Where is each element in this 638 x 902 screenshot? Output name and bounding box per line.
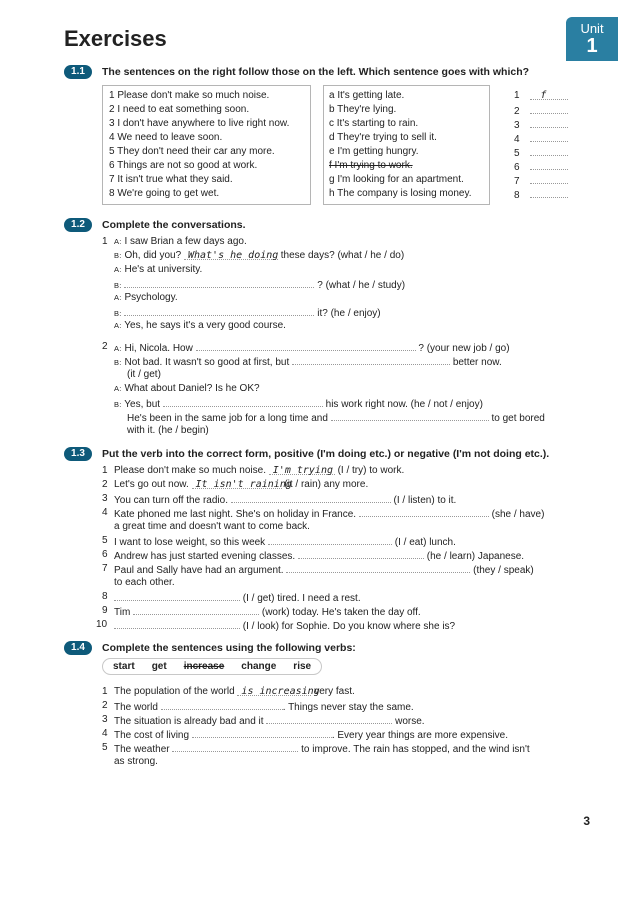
dialogue-line: I saw Brian a few days ago. [124, 236, 247, 247]
dialogue-line: to get bored [491, 413, 545, 424]
left-sentence: 7 It isn't true what they said. [109, 174, 233, 185]
left-sentence: 3 I don't have anywhere to live right now. [109, 118, 290, 129]
sentence-text: Please don't make so much noise. [114, 465, 266, 476]
left-sentence: 8 We're going to get wet. [109, 188, 220, 199]
exercise-instruction-1-3 [102, 448, 549, 460]
answer-blank[interactable] [133, 605, 259, 615]
answer-number: 8 [514, 190, 520, 201]
dialogue-line: his work right now. (he / not / enjoy) [325, 399, 483, 410]
answer-number: 5 [514, 148, 520, 159]
dialogue-line: with it. (he / begin) [127, 425, 209, 436]
sentence-text: (she / have) [491, 509, 545, 520]
answer-blank[interactable] [530, 146, 568, 156]
answer-blank[interactable] [163, 397, 323, 407]
speaker-label: A: [114, 321, 122, 330]
speaker-label: A: [114, 265, 122, 274]
answer-blank[interactable] [172, 742, 298, 752]
answer-blank[interactable] [192, 479, 292, 490]
answer-blank[interactable] [530, 132, 568, 142]
item-number: 1 [102, 686, 108, 697]
answer-blank[interactable] [192, 728, 332, 738]
answer-blank[interactable] [530, 118, 568, 128]
answer-value: It isn't raining [195, 479, 292, 490]
answer-number: 7 [514, 176, 520, 187]
exercise-instruction-1-4: Complete the sentences using the following verbs: [102, 642, 356, 654]
unit-label: Unit [580, 21, 604, 36]
answer-blank[interactable] [268, 535, 392, 545]
exercise-badge-1-2: 1.2 [64, 218, 92, 232]
verb-option: get [151, 661, 167, 672]
sentence-text: . Every year things are more expensive. [331, 730, 509, 741]
dialogue-line: ? (your new job / go) [418, 343, 510, 354]
sentence-text: Kate phoned me last night. She's on holiday in France. [114, 509, 357, 520]
item-number: 7 [102, 563, 108, 574]
answer-blank[interactable] [184, 250, 278, 260]
right-sentence: b They're lying. [329, 104, 397, 115]
item-number: 1 [102, 465, 108, 476]
item-number: 6 [102, 549, 108, 560]
sentence-text: (they / speak) [473, 565, 534, 576]
sentence-text: (I / try) to work. [337, 465, 405, 476]
unit-tab [566, 17, 618, 61]
left-sentence: 2 I need to eat something soon. [109, 104, 250, 115]
dialogue-line: it? (he / enjoy) [317, 308, 381, 319]
right-sentences-list [329, 90, 471, 202]
sentence-text: The weather [114, 744, 170, 755]
item-number: 8 [102, 591, 108, 602]
dialogue-line: ? (what / he / study) [317, 280, 406, 291]
sentence-text: (work) today. He's taken the day off. [261, 607, 421, 618]
item-number: 3 [102, 493, 108, 504]
dialogue-line: Oh, did you? [124, 250, 182, 261]
answer-blank[interactable] [269, 465, 335, 475]
sentence-text: a great time and doesn't want to come back. [114, 521, 310, 532]
dialogue-line: Hi, Nicola. How [124, 343, 193, 354]
answer-blank[interactable] [114, 619, 240, 629]
answer-blank[interactable] [530, 160, 568, 170]
speaker-label: A: [114, 344, 122, 353]
answer-blank[interactable] [530, 90, 568, 100]
answer-blank[interactable] [196, 341, 416, 351]
answer-value: is increasing [241, 686, 320, 697]
speaker-label: B: [114, 358, 122, 367]
speaker-label: B: [114, 309, 122, 318]
item-number: 2 [102, 341, 108, 352]
sentence-text: I want to lose weight, so this week [114, 537, 266, 548]
item-number: 2 [102, 700, 108, 711]
speaker-label: B: [114, 400, 122, 409]
answer-number: 6 [514, 162, 520, 173]
sentence-text: The situation is already bad and it [114, 716, 264, 727]
sentence-text: You can turn off the radio. [114, 495, 228, 506]
sentence-text: (it / rain) any more. [284, 479, 369, 490]
sentence-text: (I / eat) lunch. [394, 537, 456, 548]
dialogue-line: Not bad. It wasn't so good at first, but [124, 357, 290, 368]
answer-number: 1 [514, 90, 520, 101]
right-sentence: a It's getting late. [329, 90, 405, 101]
sentence-text: (he / learn) Japanese. [426, 551, 525, 562]
sentence-text: The population of the world [114, 686, 235, 697]
item-number: 2 [102, 479, 108, 490]
instruction-text: etc.) or negative [366, 448, 453, 460]
item-number: 10 [96, 619, 108, 630]
answer-blank[interactable] [124, 278, 314, 288]
instruction-text: Put the verb into the correct form, positive [102, 448, 317, 460]
item-number: 5 [102, 535, 108, 546]
answer-column [514, 90, 568, 202]
left-sentence: 5 They don't need their car any more. [109, 146, 275, 157]
answer-blank[interactable] [298, 549, 424, 559]
sentence-text: (I / listen) to it. [393, 495, 457, 506]
answer-blank[interactable] [286, 563, 470, 573]
instruction-emphasis: (I'm doing [316, 448, 367, 460]
sentence-text: to each other. [114, 577, 175, 588]
dialogue-line: (it / get) [127, 369, 161, 380]
left-sentence: 6 Things are not so good at work. [109, 160, 258, 171]
speaker-label: A: [114, 293, 122, 302]
sentence-text: worse. [395, 716, 425, 727]
right-sentence: e I'm getting hungry. [329, 146, 419, 157]
answer-blank[interactable] [237, 686, 320, 697]
speaker-label: A: [114, 237, 122, 246]
speaker-label: B: [114, 281, 122, 290]
answer-blank[interactable] [124, 306, 314, 316]
right-sentence: d They're trying to sell it. [329, 132, 437, 143]
left-sentence: 1 Please don't make so much noise. [109, 90, 270, 101]
sentence-text: Paul and Sally have had an argument. [114, 565, 284, 576]
answer-value: f [540, 90, 547, 101]
right-sentence: g I'm looking for an apartment. [329, 174, 464, 185]
dialogue-line: Yes, but [124, 399, 161, 410]
answer-value: I'm trying [272, 465, 333, 476]
sentence-text: to improve. The rain has stopped, and the wind isn't [301, 744, 530, 755]
exercise-badge-1-4: 1.4 [64, 641, 92, 655]
answer-blank[interactable] [530, 174, 568, 184]
dialogue-line: these days? (what / he / do) [280, 250, 405, 261]
unit-number: 1 [586, 35, 598, 57]
speaker-label: A: [114, 384, 122, 393]
answer-number: 2 [514, 106, 520, 117]
exercise-badge-1-1: 1.1 [64, 65, 92, 79]
instruction-emphasis: (I'm not doing [452, 448, 522, 460]
dialogue-line: Yes, he says it's a very good course. [124, 320, 286, 331]
left-sentence: 4 We need to leave soon. [109, 132, 223, 143]
sentence-text: Tim [114, 607, 131, 618]
sentence-text: as strong. [114, 756, 158, 767]
answer-blank[interactable] [266, 714, 392, 724]
answer-blank[interactable] [161, 700, 283, 710]
answer-value: What's he doing [187, 250, 279, 261]
item-number: 5 [102, 742, 108, 753]
item-number: 4 [102, 728, 108, 739]
answer-number: 4 [514, 134, 520, 145]
exercise-instruction-1-2: Complete the conversations. [102, 219, 246, 231]
answer-blank[interactable] [331, 411, 489, 421]
exercise-badge-1-3: 1.3 [64, 447, 92, 461]
dialogue-line: He's at university. [124, 264, 203, 275]
page-number: 3 [583, 814, 590, 828]
verb-option: rise [293, 661, 312, 672]
answer-blank[interactable] [292, 355, 450, 365]
item-number: 3 [102, 714, 108, 725]
speaker-label: B: [114, 251, 122, 260]
dialogue-line: What about Daniel? Is he OK? [124, 383, 260, 394]
answer-number: 3 [514, 120, 520, 131]
answer-blank[interactable] [530, 104, 568, 114]
right-sentence: h The company is losing money. [329, 188, 472, 199]
left-sentences-list [109, 90, 289, 202]
instruction-text: etc.). [521, 448, 550, 460]
answer-blank[interactable] [359, 507, 489, 517]
answer-blank[interactable] [530, 188, 568, 198]
verb-option-used: increase [183, 661, 225, 672]
right-sentence-crossed-out: f I'm trying to work. [329, 160, 413, 171]
item-number: 1 [102, 236, 108, 247]
page-title: Exercises [64, 26, 167, 51]
item-number: 4 [102, 507, 108, 518]
sentence-text: (I / get) tired. I need a rest. [242, 593, 361, 604]
answer-blank[interactable] [231, 493, 391, 503]
sentence-text: The world [114, 702, 158, 713]
sentence-text: (I / look) for Sophie. Do you know where she is? [242, 621, 456, 632]
right-sentence: c It's starting to rain. [329, 118, 419, 129]
verb-option: start [113, 661, 135, 672]
sentence-text: . Things never stay the same. [282, 702, 414, 713]
verb-box [102, 658, 322, 675]
verb-option: change [241, 661, 277, 672]
dialogue-line: better now. [452, 357, 502, 368]
sentence-text: Andrew has just started evening classes. [114, 551, 296, 562]
sentence-text: The cost of living [114, 730, 190, 741]
item-number: 9 [102, 605, 108, 616]
sentence-text: Let's go out now. [114, 479, 189, 490]
answer-blank[interactable] [114, 591, 240, 601]
sentence-text: very fast. [314, 686, 355, 697]
exercise-instruction-1-1: The sentences on the right follow those on the left. Which sentence goes with which? [102, 66, 530, 78]
dialogue-line: He's been in the same job for a long time and [127, 413, 328, 424]
dialogue-line: Psychology. [124, 292, 178, 303]
